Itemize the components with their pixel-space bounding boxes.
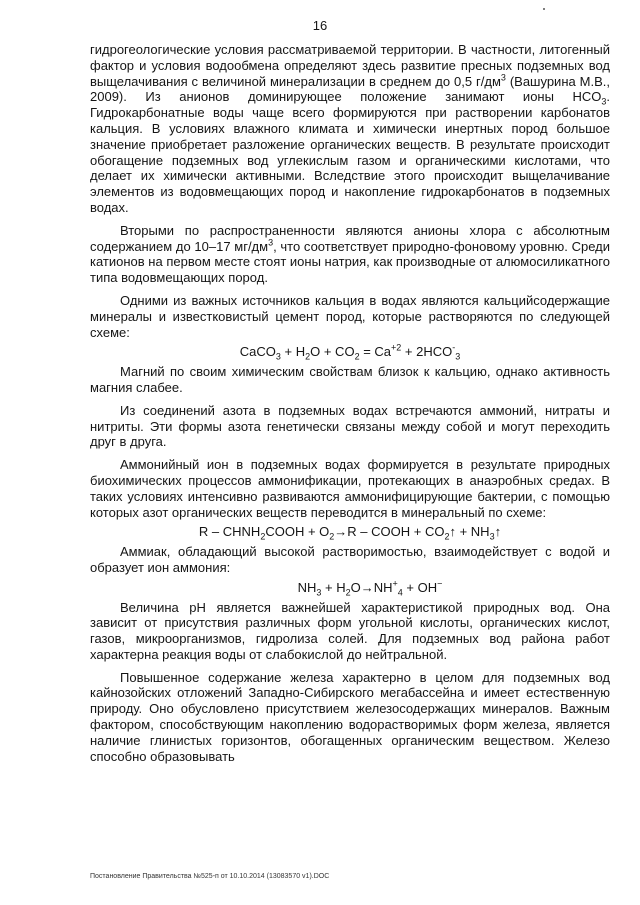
superscript: 3 <box>268 237 274 248</box>
text-run: (Вашурина М.В., 2009). Из анионов доминирующее положение занимают ионы HCO <box>90 73 610 105</box>
text-run: . Гидрокарбонатные воды чаще всего формируются при растворении карбонатов кальция. В условиях влажного климата и химически инертных пород большое значение приобретает разложение органических веществ. В результате происходит обогащение подземных вод углекислым газом и органическими кислотами, что делает их химически активными. Вследствие этого происходит выщелачивание элементов из водовмещающих пород и накопление гидрокарбонатов в подземных водах. <box>90 89 610 215</box>
paragraph-iron: Повышенное содержание железа характерно в целом для подземных вод кайнозойских отложений Западно-Сибирского мегабассейна и имеет естественную природу. Оно обусловлено присутствием железосодержащих минералов. Важным фактором, способствующим накоплению водорастворимых форм железа, является наличие глинистых горизонтов, обогащенных органическим веществом. Железо способно образовывать <box>90 669 610 764</box>
paragraph-magnesium: Магний по своим химическим свойствам близок к кальцию, однако активность магния слабее. <box>90 364 610 395</box>
text-run: Вторыми по распространенности являются анионы хлора с абсолютным содержанием до 10–17 мг/дм <box>90 222 610 254</box>
text-run: , что соответствует природно-фоновому уровню. Среди катионов на первом месте стоят ионы натрия, как производные от алюмосиликатного типа водовмещающих пород. <box>90 238 610 286</box>
equation-ammonium-formation: $NH_3 + H_2O\to NH^+_4 + OH^-$ <box>297 578 443 598</box>
document-body <box>90 42 610 764</box>
equation-calcium-dissolution: CaCO$_3$ + $H_2O + CO_2 = Ca^{+2} + 2HCO^-_3$ <box>239 343 461 362</box>
page-number: 16 <box>312 18 328 33</box>
scan-speck <box>543 8 545 10</box>
paragraph-calcium: Одними из важных источников кальция в водах являются кальцийсодержащие минералы и известковистый цемент пород, которые растворяются по следующей схеме: <box>90 292 610 340</box>
paragraph-ammonium-ion: Аммонийный ион в подземных водах формируется в результате природных биохимических процессов аммонификации, протекающих в анаэробных средах. В таких условиях интенсивно развиваются аммонифицирующие бактерии, с помощью которых азот органических веществ переводится в минеральный по схеме: <box>90 457 610 520</box>
document-footer: Постановление Правительства №525-п от 10.10.2014 (13083570 v1).DOC <box>90 873 330 880</box>
subscript: 3 <box>601 96 607 107</box>
superscript: 3 <box>500 72 506 83</box>
paragraph-chlorine <box>90 223 610 286</box>
paragraph-ph: Величина pH является важнейшей характеристикой природных вод. Она зависит от присутствия различных форм угольной кислоты, органических кислот, газов, микроорганизмов, гидролиза солей. Для подземных вод района работ характерна реакция воды от слабокислой до нейтральной. <box>90 599 610 662</box>
text-run: гидрогеологические условия рассматриваемой территории. В частности, литогенный фактор и условия водообмена определяют здесь развитие пресных подземных вод выщелачивания с величиной минерализации в среднем до 0,5 г/дм <box>90 42 610 89</box>
paragraph-hydrogeology <box>90 42 610 216</box>
paragraph-ammonia: Аммиак, обладающий высокой растворимостью, взаимодействует с водой и образует ион аммония: <box>90 544 610 575</box>
paragraph-nitrogen: Из соединений азота в подземных водах встречаются аммоний, нитраты и нитриты. Эти формы азота генетически связаны между собой и могут переходить друг в друга. <box>90 402 610 450</box>
equation-ammonification: $R - CHNH_2COOH + O_2\to R$ – COOH + $CO_2↑$ + $NH_3↑$ <box>198 524 502 542</box>
